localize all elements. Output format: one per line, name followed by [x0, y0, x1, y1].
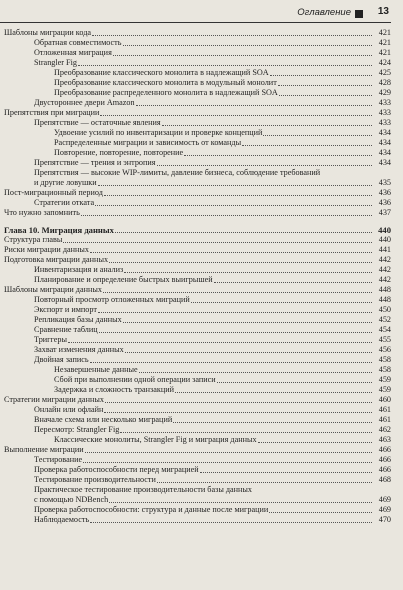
toc-entry-title: Инвентаризация и анализ	[34, 265, 124, 274]
toc-entry-title: Подготовка миграции данных	[4, 255, 109, 264]
toc-entry	[0, 315, 403, 325]
toc-entry-page: 463	[378, 435, 391, 444]
toc-entry-title: Препятствия при миграции	[4, 108, 100, 117]
toc-leader-dots	[113, 55, 372, 56]
toc-entry-title: Двойная запись	[34, 355, 89, 364]
toc-entry	[0, 335, 403, 345]
toc-entry-title: Проверка работоспособности: структура и данные после миграции	[34, 505, 269, 514]
toc-entry	[0, 405, 403, 415]
toc-entry	[0, 475, 403, 485]
toc-leader-dots	[105, 402, 372, 403]
toc-entry-page: 434	[378, 128, 391, 137]
toc-leader-dots	[214, 282, 372, 283]
toc-entry-title: Препятствие — трения и энтропия	[34, 158, 156, 167]
toc-entry-page: 462	[378, 425, 391, 434]
toc-entry-page: 466	[378, 455, 391, 464]
toc-entry	[0, 505, 403, 515]
toc-entry-title: с помощью NDBench	[34, 495, 109, 504]
toc-entry-title: Повторение, повторение, повторение	[54, 148, 184, 157]
toc-entry	[0, 68, 403, 78]
toc-entry-page: 468	[378, 475, 391, 484]
toc-leader-dots	[120, 432, 372, 433]
toc-entry-page: 442	[378, 265, 391, 274]
toc-entry	[0, 295, 403, 305]
toc-entry-title: Планирование и определение быстрых выигрышей	[34, 275, 213, 284]
toc-leader-dots	[68, 342, 372, 343]
toc-entry-page: 441	[378, 245, 391, 254]
toc-leader-dots	[157, 482, 372, 483]
toc-leader-dots	[104, 412, 372, 413]
toc-leader-dots	[123, 45, 373, 46]
toc-entry	[0, 485, 403, 495]
toc-entry-page: 437	[378, 208, 391, 217]
toc-entry	[0, 198, 403, 208]
toc-entry	[0, 385, 403, 395]
toc-entry-title: Пересмотр: Strangler Fig	[34, 425, 120, 434]
toc-entry-title: Удвоение усилий по инвентаризации и проверке концепций	[54, 128, 263, 137]
toc-entry-title: Сбой при выполнении одной операции записи	[54, 375, 216, 384]
toc-leader-dots	[95, 205, 372, 206]
toc-entry	[0, 495, 403, 505]
toc-leader-dots	[125, 352, 372, 353]
toc-entry-page: 436	[378, 198, 391, 207]
toc-entry	[0, 275, 403, 285]
toc-leader-dots	[104, 195, 372, 196]
toc-entry-title: Шаблоны миграции кода	[4, 28, 92, 37]
toc-entry	[0, 285, 403, 295]
toc-entry-title: Незавершенные данные	[54, 365, 138, 374]
toc-entry-title: Задержка и сложность транзакций	[54, 385, 174, 394]
toc-leader-dots	[99, 332, 372, 333]
toc-entry	[0, 38, 403, 48]
toc-entry-title: Обратная совместимость	[34, 38, 122, 47]
toc-leader-dots	[157, 165, 372, 166]
toc-leader-dots	[90, 362, 372, 363]
header-page-number: 13	[377, 6, 389, 17]
toc-entry-page: 421	[378, 38, 391, 47]
toc-entry	[0, 98, 403, 108]
toc-entry	[0, 445, 403, 455]
toc-entry	[0, 58, 403, 68]
toc-leader-dots	[98, 312, 372, 313]
toc-entry-title: Шаблоны миграции данных	[4, 285, 102, 294]
toc-leader-dots	[173, 422, 372, 423]
toc-entry	[0, 265, 403, 275]
toc-entry-title: Экспорт и импорт	[34, 305, 97, 314]
toc-entry-title: Распределенные миграции и зависимость от команды	[54, 138, 242, 147]
chapter-heading	[0, 225, 403, 235]
toc-leader-dots	[98, 185, 372, 186]
toc-entry	[0, 355, 403, 365]
toc-leader-dots	[136, 105, 372, 106]
toc-entry-title: Практическое тестирование производительности базы данных	[34, 485, 253, 494]
toc-entry	[0, 138, 403, 148]
toc-entry-page: 450	[378, 305, 391, 314]
toc-entry-title: Стратегии отката	[34, 198, 95, 207]
toc-entry-page: 459	[378, 375, 391, 384]
table-of-contents	[0, 28, 403, 525]
toc-entry-title: Что нужно запомнить	[4, 208, 80, 217]
toc-entry-title: Преобразование классического монолита в надлежащий SOA	[54, 68, 269, 77]
toc-entry-page: 469	[378, 505, 391, 514]
toc-entry-page: 440	[378, 225, 391, 235]
toc-leader-dots	[191, 302, 372, 303]
toc-leader-dots	[100, 115, 372, 116]
toc-entry-title: Повторный просмотр отложенных миграций	[34, 295, 190, 304]
toc-entry-page: 456	[378, 345, 391, 354]
toc-entry-title: Триггеры	[34, 335, 68, 344]
toc-entry	[0, 28, 403, 38]
toc-entry-page: 466	[378, 445, 391, 454]
toc-entry	[0, 255, 403, 265]
toc-entry-title: Пост-миграционный период	[4, 188, 103, 197]
toc-entry-title: Двустороннее двери Amazon	[34, 98, 135, 107]
toc-entry-title: Выполнение миграции	[4, 445, 84, 454]
toc-leader-dots	[92, 35, 372, 36]
toc-entry-title: Структура главы	[4, 235, 63, 244]
toc-entry-page: 469	[378, 495, 391, 504]
toc-entry	[0, 178, 403, 188]
toc-leader-dots	[200, 472, 372, 473]
toc-entry-title: Тестирование	[34, 455, 83, 464]
toc-entry-page: 433	[378, 98, 391, 107]
running-header	[0, 6, 403, 22]
toc-entry	[0, 235, 403, 245]
toc-entry-title: и другие ловушки	[34, 178, 97, 187]
toc-entry	[0, 78, 403, 88]
toc-leader-dots	[115, 232, 372, 233]
toc-entry-title: Проверка работоспособности перед миграцией	[34, 465, 199, 474]
toc-entry	[0, 415, 403, 425]
toc-entry-page: 442	[378, 275, 391, 284]
header-rule	[0, 22, 391, 23]
header-section-title: Оглавление	[297, 7, 351, 18]
toc-leader-dots	[109, 502, 372, 503]
toc-entry-title: Захват изменения данных	[34, 345, 124, 354]
toc-entry	[0, 168, 403, 178]
toc-entry-title: Вначале схема или несколько миграций	[34, 415, 173, 424]
toc-entry-title: Преобразование распределенного монолита в надлежащий SOA	[54, 88, 278, 97]
toc-entry	[0, 88, 403, 98]
toc-entry-page: 460	[378, 395, 391, 404]
toc-entry-title: Классические монолиты, Strangler Fig и миграция данных	[54, 435, 257, 444]
toc-entry-title: Преобразование классического монолита в модульный монолит	[54, 78, 277, 87]
toc-entry-page: 448	[378, 285, 391, 294]
toc-entry	[0, 118, 403, 128]
toc-entry-page: 458	[378, 365, 391, 374]
toc-entry-title: Тестирование производительности	[34, 475, 156, 484]
toc-entry-title: Онлайн или офлайн	[34, 405, 104, 414]
toc-entry-title: Препятствие — остаточные явления	[34, 118, 161, 127]
toc-entry-title: Strangler Fig	[34, 58, 77, 67]
toc-leader-dots	[123, 322, 372, 323]
toc-entry	[0, 148, 403, 158]
toc-leader-dots	[90, 252, 372, 253]
toc-entry-title: Препятствия — высокие WIP-лимиты, давление бизнеса, соблюдение требований	[34, 168, 321, 177]
toc-entry-page: 434	[378, 138, 391, 147]
toc-leader-dots	[109, 262, 372, 263]
toc-leader-dots	[162, 125, 372, 126]
toc-entry-page: 461	[378, 405, 391, 414]
toc-entry-title: Сравнение таблиц	[34, 325, 98, 334]
toc-entry	[0, 515, 403, 525]
toc-entry-page: 434	[378, 148, 391, 157]
toc-leader-dots	[63, 242, 372, 243]
toc-entry	[0, 325, 403, 335]
toc-leader-dots	[83, 462, 372, 463]
toc-leader-dots	[217, 382, 372, 383]
toc-entry-page: 459	[378, 385, 391, 394]
toc-leader-dots	[78, 65, 372, 66]
toc-entry-page: 435	[378, 178, 391, 187]
toc-entry-page: 434	[378, 158, 391, 167]
toc-entry	[0, 305, 403, 315]
toc-leader-dots	[85, 452, 372, 453]
toc-leader-dots	[242, 145, 372, 146]
toc-entry	[0, 158, 403, 168]
toc-entry-title: Риски миграции данных	[4, 245, 89, 254]
toc-entry-page: 442	[378, 255, 391, 264]
toc-entry-page: 448	[378, 295, 391, 304]
toc-leader-dots	[269, 512, 372, 513]
toc-entry-page: 452	[378, 315, 391, 324]
toc-entry	[0, 365, 403, 375]
toc-entry-title: Отложенная миграция	[34, 48, 112, 57]
toc-entry	[0, 108, 403, 118]
toc-entry	[0, 425, 403, 435]
toc-entry-page: 433	[378, 118, 391, 127]
toc-leader-dots	[270, 75, 372, 76]
toc-entry	[0, 345, 403, 355]
toc-leader-dots	[258, 442, 372, 443]
toc-entry	[0, 245, 403, 255]
toc-leader-dots	[103, 292, 372, 293]
toc-entry	[0, 48, 403, 58]
toc-entry-page: 436	[378, 188, 391, 197]
toc-entry-title: Стратегии миграции данных	[4, 395, 104, 404]
toc-entry-page: 433	[378, 108, 391, 117]
toc-entry-page: 429	[378, 88, 391, 97]
toc-leader-dots	[90, 522, 372, 523]
toc-entry	[0, 375, 403, 385]
toc-entry-page: 424	[378, 58, 391, 67]
toc-entry	[0, 455, 403, 465]
toc-entry	[0, 435, 403, 445]
header-square-marker	[355, 10, 363, 18]
toc-leader-dots	[279, 95, 372, 96]
toc-entry-page: 455	[378, 335, 391, 344]
toc-entry-page: 454	[378, 325, 391, 334]
toc-entry-page: 425	[378, 68, 391, 77]
toc-entry-page: 428	[378, 78, 391, 87]
toc-leader-dots	[124, 272, 372, 273]
toc-leader-dots	[175, 392, 372, 393]
toc-entry-page: 421	[378, 48, 391, 57]
toc-entry	[0, 128, 403, 138]
toc-leader-dots	[184, 155, 372, 156]
toc-entry	[0, 188, 403, 198]
toc-leader-dots	[81, 215, 372, 216]
toc-entry-title: Глава 10. Миграция данных	[4, 225, 114, 235]
toc-entry-page: 440	[378, 235, 391, 244]
toc-entry	[0, 465, 403, 475]
toc-leader-dots	[263, 135, 372, 136]
toc-entry-page: 458	[378, 355, 391, 364]
toc-entry-page: 421	[378, 28, 391, 37]
toc-entry-page: 470	[378, 515, 391, 524]
toc-gap	[0, 218, 403, 225]
toc-leader-dots	[278, 85, 372, 86]
toc-entry-page: 461	[378, 415, 391, 424]
toc-entry	[0, 208, 403, 218]
toc-entry	[0, 395, 403, 405]
toc-leader-dots	[139, 372, 372, 373]
toc-entry-title: Репликация базы данных	[34, 315, 122, 324]
toc-entry-page: 466	[378, 465, 391, 474]
toc-entry-title: Наблюдаемость	[34, 515, 90, 524]
